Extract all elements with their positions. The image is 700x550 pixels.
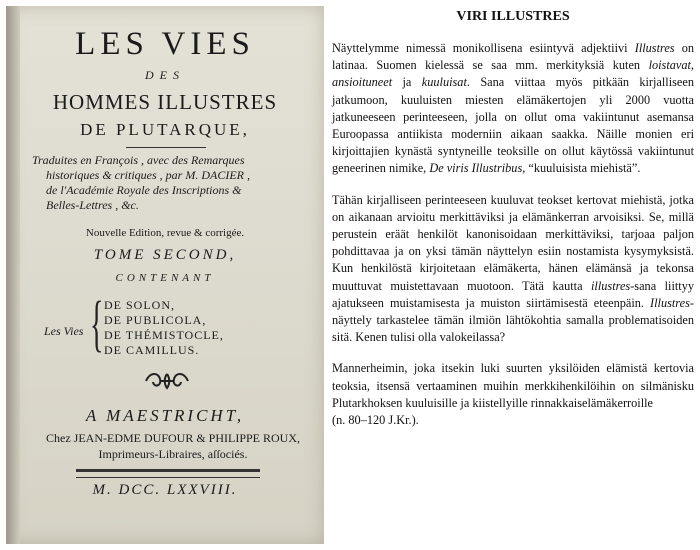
italic-term: Illustres — [634, 41, 675, 55]
italic-term: loistavat — [648, 58, 691, 73]
italic-term: De viris Illustribus — [429, 161, 523, 176]
paragraph-2 — [332, 192, 694, 347]
contenant-label: CONTENANT — [115, 272, 215, 284]
title-divider — [126, 147, 206, 148]
paragraph-3-dates: (n. 80–120 J.Kr.). — [332, 413, 419, 428]
translator-line: de l'Académie Royale des Inscriptions & — [46, 183, 242, 197]
lives-list-item: DE CAMILLUS. — [104, 343, 200, 357]
publication-date: M. DCC. LXXVIII. — [92, 482, 238, 498]
translator-line: Belles-Lettres , &c. — [46, 198, 139, 212]
lives-label: Les Vies — [44, 324, 84, 338]
paragraph-3-text — [332, 361, 694, 409]
text-run: on latinaa. Suomen kielessä se saa mm. merkityksiä kuten — [332, 41, 695, 73]
tome-second: TOME SECOND, — [93, 247, 237, 263]
lives-list-item: DE THÉMISTOCLE, — [104, 328, 224, 342]
lives-list-item: DE PUBLICOLA, — [104, 313, 207, 327]
translator-line: historiques & critiques , par M. DACIER , — [46, 168, 250, 182]
paragraph-3 — [332, 360, 694, 429]
text-run: , “kuuluisista miehistä”. — [522, 161, 641, 176]
edition-note: Nouvelle Edition, revue & corrigée. — [85, 227, 245, 239]
lives-list — [104, 298, 224, 358]
title-des: DES — [145, 68, 185, 82]
italic-term: kuuluisat — [421, 75, 467, 90]
text-run: ja — [392, 75, 422, 90]
text-run: Tähän kirjalliseen perinteeseen kuuluvat teokset kertovat miehistä, jotka on aikanaan arvioitu merkittäviksi ja elämänkerran arvoisiksi. Se, millä perustein eräät henkilöt kanonisoidaan merkittäviksi, tarjoaa paljon pohdittavaa ja on yksi tämän näyttelyn esiin nostamista kysymyksistä. Kun henkilöstä kirjoitetaan elämäkerta, hänen elämänsä ja tekonsa muuttuvat muistettavaan muotoon. Tätä kautta — [332, 192, 694, 293]
text-run: Näyttelymme nimessä monikollisena esiintyvä adjektiivi — [332, 41, 635, 55]
translator-line: Traduites en François , avec des Remarques — [32, 153, 245, 167]
text-run: -näyttely tarkastelee tämän ilmiön lähtökohtia samalla problematisoiden sitä. Kenen tulisi olla valokeilassa? — [332, 295, 694, 345]
brace-glyph: { — [90, 290, 104, 358]
italic-term: illustres — [591, 278, 631, 293]
text-run: , — [690, 58, 694, 73]
lives-list-item: DE SOLON, — [104, 298, 175, 312]
title-page-image — [6, 6, 324, 544]
title-de-plutarque: DE PLUTARQUE, — [80, 120, 250, 139]
article-heading: VIRI ILLUSTRES — [456, 9, 570, 24]
translator-note — [32, 153, 312, 213]
publisher-line: Chez JEAN-EDME DUFOUR & PHILIPPE ROUX, Imprimeurs-Libraires, aſſociés. — [46, 431, 300, 461]
paragraph-1 — [332, 40, 694, 178]
ornament-icon — [144, 370, 190, 392]
article — [332, 6, 694, 443]
text-run: Mannerheimin, joka itsekin luki suurten yksilöiden elämistä kertovia teoksia, itsensä vertaaminen muihin merkkihenkilöihin on silmänisku Plutarkhoksen kuuluisille ja kiistellyille rinnakkaiselämäkerroille — [332, 361, 694, 410]
italic-term: Illustres — [650, 295, 690, 310]
title-hommes-illustres: HOMMES ILLUSTRES — [52, 90, 278, 114]
bottom-rule — [76, 469, 260, 478]
city-maestricht: A MAESTRICHT, — [85, 406, 245, 425]
text-run: . Sana viittaa myös pitkään kirjalliseen jatkumoon, kuuluisten miesten elämäkertojen yli 2000 vuotta jatkuneeseen perinteeseen, jolla on ollut oma vakiintunut asemansa Euroopassa antiikista moderniin aikaan saakka. Näille monien eri kirjoittajien kynästä syntyneille teoksille on ollut käytössä vakiintunut geneerinen nimike, — [332, 75, 694, 176]
title-les-vies: LES VIES — [75, 26, 255, 62]
italic-term: ansioituneet — [332, 75, 393, 90]
text-run: -sana liittyy ajatukseen muistamisesta ja muiston siirtämisestä eteenpäin. — [332, 278, 695, 310]
